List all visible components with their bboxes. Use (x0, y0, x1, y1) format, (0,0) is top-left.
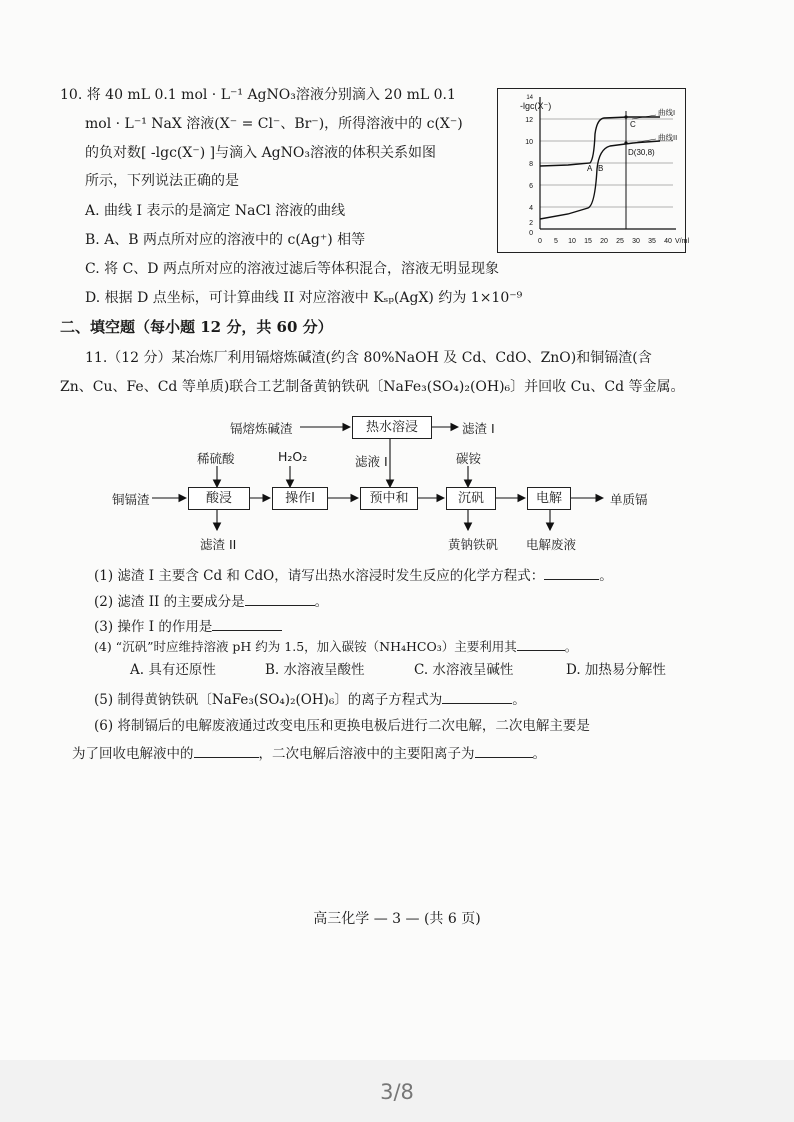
curve-1-label: 曲线I (658, 108, 676, 117)
q11-sub4-text: (4) “沉矾”时应维持溶液 pH 约为 1.5，加入碳铵（NH₄HCO₃）主要利用其 (94, 639, 517, 654)
flow-cd-slag: 镉熔炼碱渣 (230, 421, 293, 436)
viewer-page-indicator: 3/8 (380, 1080, 414, 1104)
q10-line4: 所示，下列说法正确的是 (85, 173, 239, 189)
answer-blank-3[interactable] (212, 617, 282, 631)
ytick-0: 0 (529, 230, 533, 237)
titration-graph (497, 88, 689, 253)
q11-sub3-text: (3) 操作 I 的作用是 (94, 619, 213, 635)
point-d-label: D(30,8) (628, 148, 655, 157)
q11-sub4-option-a: A. 具有还原性 (130, 662, 216, 678)
xtick-35: 35 (648, 238, 656, 245)
point-a-label: A (587, 164, 593, 173)
xtick-20: 20 (600, 238, 608, 245)
q10-line3: 的负对数[ -lgc(X⁻) ]与滴入 AgNO₃溶液的体积关系如图 (85, 145, 436, 161)
q10-option-a: A. 曲线 I 表示的是滴定 NaCl 溶液的曲线 (85, 203, 346, 219)
q11-sub6-line2 (72, 744, 546, 763)
q11-sub6-line1: (6) 将制镉后的电解废液通过改变电压和更换电极后进行二次电解，二次电解主要是 (94, 718, 590, 734)
flow-jarosite: 黄钠铁矾 (448, 537, 499, 552)
ytick-12: 12 (525, 117, 533, 124)
q11-sub4 (94, 637, 577, 656)
point-d-marker (624, 141, 627, 144)
xtick-15: 15 (584, 238, 592, 245)
flow-dilute-h2so4: 稀硫酸 (197, 451, 235, 466)
q11-sub2-text: (2) 滤渣 II 的主要成分是 (94, 594, 245, 610)
answer-blank-2[interactable] (245, 592, 315, 606)
q11-sub2 (94, 592, 328, 611)
flow-product-cadmium: 单质镉 (610, 492, 648, 507)
point-c-marker (624, 115, 627, 118)
ytick-10: 10 (525, 139, 533, 146)
q11-sub5-text: (5) 制得黄钠铁矾〔NaFe₃(SO₄)₂(OH)₆〕的离子方程式为 (94, 692, 443, 708)
flow-nh4hco3: 碳铵 (456, 451, 482, 466)
answer-blank-4[interactable] (517, 637, 565, 651)
xtick-30: 30 (632, 238, 640, 245)
q10-option-b: B. A、B 两点所对应的溶液中的 c(Ag⁺) 相等 (85, 232, 366, 248)
xtick-25: 25 (616, 238, 624, 245)
flow-cu-cd-slag: 铜镉渣 (112, 492, 150, 507)
flow-pre-neutralization-box: 预中和 (360, 487, 418, 510)
graph-ylabel: -lgc(X⁻) (520, 101, 552, 111)
q11-sub4-option-c: C. 水溶液呈碱性 (414, 662, 514, 678)
flow-hot-water-leach-box: 热水溶浸 (352, 416, 432, 439)
point-b-label: B (598, 164, 604, 173)
ytick-2: 2 (529, 220, 533, 227)
point-c-label: C (630, 120, 636, 129)
period-6: 。 (532, 746, 546, 762)
answer-blank-1[interactable] (544, 566, 599, 580)
q11-sub4-option-d: D. 加热易分解性 (566, 662, 666, 678)
flow-operation-1-box: 操作I (272, 487, 328, 510)
flow-acid-leach-box: 酸浸 (188, 487, 250, 510)
answer-blank-6a[interactable] (194, 744, 259, 758)
q10-option-c: C. 将 C、D 两点所对应的溶液过滤后等体积混合，溶液无明显现象 (85, 261, 499, 277)
ytick-8: 8 (529, 161, 533, 168)
period-4: 。 (564, 639, 578, 654)
process-flowchart (100, 408, 720, 558)
q11-sub1-text: (1) 滤渣 I 主要含 Cd 和 CdO，请写出热水溶浸时发生反应的化学方程式： (94, 568, 545, 584)
q10-line1: 10. 将 40 mL 0.1 mol · L⁻¹ AgNO₃溶液分别滴入 20 mL 0.1 (60, 87, 456, 103)
section2-title: 二、填空题（每小题 12 分，共 60 分） (60, 318, 333, 336)
xtick-10: 10 (568, 238, 576, 245)
flow-residue-1: 滤渣 I (462, 421, 495, 436)
q11-sub4-option-b: B. 水溶液呈酸性 (265, 662, 365, 678)
q10-option-d: D. 根据 D 点坐标，可计算曲线 II 对应溶液中 Kₛₚ(AgX) 约为 1×10⁻⁹ (85, 290, 523, 306)
answer-blank-6b[interactable] (475, 744, 533, 758)
titration-graph-svg (498, 89, 689, 252)
curve-2-label: 曲线II (658, 133, 678, 142)
q11-sub5 (94, 690, 526, 709)
period-1: 。 (599, 568, 613, 584)
period-5: 。 (512, 692, 526, 708)
period-2: 。 (314, 594, 329, 610)
page-footer: 高三化学 — 3 — (共 6 页) (313, 911, 481, 927)
q11-intro-line2: Zn、Cu、Fe、Cd 等单质)联合工艺制备黄钠铁矾〔NaFe₃(SO₄)₂(OH)₆〕并回收 Cu、Cd 等金属。 (60, 379, 685, 395)
q11-sub6-mid: ，二次电解后溶液中的主要阳离子为 (258, 746, 475, 762)
q11-sub3 (94, 617, 282, 636)
svg-text:14: 14 (526, 95, 533, 101)
answer-blank-5[interactable] (442, 690, 512, 704)
q11-intro-line1: 11.（12 分）某冶炼厂利用镉熔炼碱渣(约含 80%NaOH 及 Cd、CdO、ZnO)和铜镉渣(含 (85, 350, 652, 366)
q11-sub6-pre: 为了回收电解液中的 (72, 746, 194, 762)
q11-sub1 (94, 566, 613, 585)
flow-filtrate-1: 滤液 I (355, 454, 388, 469)
flow-precipitation-box: 沉矾 (446, 487, 496, 510)
xtick-5: 5 (554, 238, 558, 245)
flow-residue-2: 滤渣 II (200, 537, 237, 552)
ytick-4: 4 (529, 205, 533, 212)
xtick-40: 40 (664, 238, 672, 245)
q10-line2: mol · L⁻¹ NaX 溶液(X⁻ = Cl⁻、Br⁻)，所得溶液中的 c(X⁻) (85, 116, 463, 132)
graph-xlabel: V/ml (675, 238, 689, 245)
xtick-0: 0 (538, 238, 542, 245)
flow-electrolysis-box: 电解 (527, 487, 571, 510)
flow-waste-electrolyte: 电解废液 (526, 537, 577, 552)
ytick-6: 6 (529, 183, 533, 190)
flow-h2o2: H₂O₂ (278, 449, 308, 464)
